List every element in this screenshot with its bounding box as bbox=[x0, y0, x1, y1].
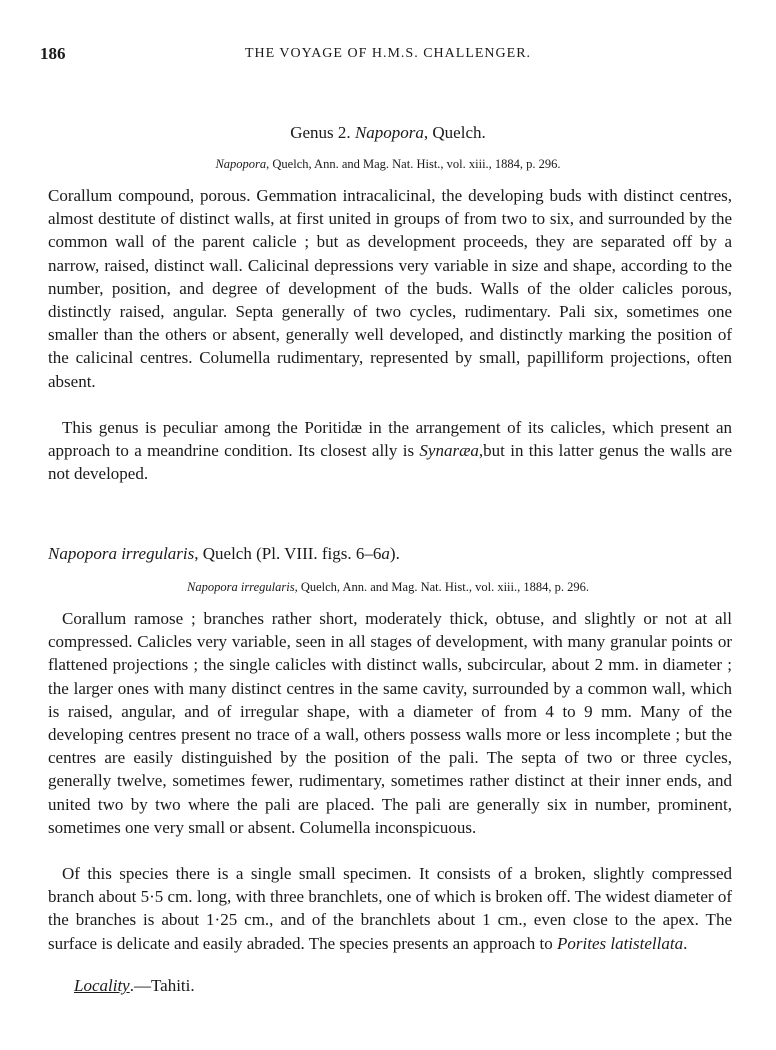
species-name: Napopora irregularis bbox=[48, 544, 195, 563]
species-authority: , Quelch (Pl. VIII. figs. 6–6 bbox=[194, 544, 382, 563]
locality-label: Locality bbox=[74, 976, 130, 995]
genus-remark-text: This genus is peculiar among the Poritidæ in the arrangement of its calicles, which present an approach to a meandrine condition. Its closest ally is bbox=[48, 418, 732, 461]
genus-remark-end: ,but in this latter genus the walls are not developed. bbox=[48, 441, 733, 484]
specimen-paragraph bbox=[48, 862, 732, 955]
species-heading bbox=[48, 544, 400, 564]
genus-reference-name: Napopora bbox=[215, 157, 267, 171]
genus-authority: , Quelch. bbox=[423, 123, 486, 142]
genus-description: Corallum compound, porous. Gemmation intracalicinal, the developing buds with distinct centres, almost destitute of distinct walls, at first united in groups of from two to six, and surrounded by the common wall of the parent calicle ; but as development proceeds, they are separated off by a narrow, raised, distinct wall. Calicinal depressions very variable in size and shape, according to the number, position, and degree of development of the buds. Walls of the older calicles porous, distinctly raised, angular. Septa generally of two cycles, rudimentary. Pali six, sometimes one smaller than the others or absent, generally well developed, and distinctly marking the position of the calicinal centres. Columella rudimentary, represented by small, papilliform projections, often absent. bbox=[48, 186, 732, 391]
species-reference-name: Napopora irregularis bbox=[187, 580, 295, 594]
specimen-related-species: Porites latistellata bbox=[557, 933, 684, 953]
running-head: THE VOYAGE OF H.M.S. CHALLENGER. bbox=[244, 46, 532, 61]
genus-remark bbox=[48, 416, 732, 486]
species-fig-suffix: a bbox=[381, 544, 390, 563]
locality-value: .—Tahiti. bbox=[129, 976, 195, 995]
species-description: Corallum ramose ; branches rather short, moderately thick, obtuse, and slightly or not at all compressed. Calicles very variable, seen in all stages of development, with many granular points or flattened projections ; the single calicles with distinct walls, subcircular, about 2 mm. in diameter ; the larger ones with many distinct centres in the same cavity, surrounded by a common wall, which is raised, angular, and of irregular shape, with a diameter of from 4 to 9 mm. Many of the developing centres present no trace of a wall, others possess walls more or less incomplete ; but the centres are easily distinguished by the position of the pali. The septa of two or three cycles, generally twelve, sometimes fewer, rudimentary, sometimes rather distinct at their inner ends, and united two by two where the pali are placed. The pali are generally six in number, prominent, sometimes one very small or absent. Columella inconspicuous. bbox=[48, 609, 732, 837]
genus-reference bbox=[0, 157, 776, 172]
genus-name: Napopora bbox=[354, 123, 424, 142]
specimen-text: Of this species there is a single small specimen. It consists of a broken, slightly compressed branch about 5·5 cm. long, with three branchlets, one of which is broken off. The widest diameter of the branches is about 1·25 cm., and of the branchlets about 1 cm., even close to the apex. The surface is delicate and easily abraded. The species presents an approach to bbox=[48, 864, 732, 953]
genus-remark-ally: Synaræa bbox=[419, 441, 479, 461]
page-number: 186 bbox=[40, 44, 66, 63]
locality-line bbox=[74, 976, 195, 996]
species-reference bbox=[0, 580, 776, 595]
page-header bbox=[0, 44, 776, 68]
genus-heading bbox=[0, 123, 776, 143]
genus-prefix: Genus 2. bbox=[290, 123, 355, 142]
species-heading-close: ). bbox=[389, 544, 400, 563]
genus-reference-citation: , Quelch, Ann. and Mag. Nat. Hist., vol. xiii., 1884, p. 296. bbox=[266, 157, 561, 171]
species-reference-citation: , Quelch, Ann. and Mag. Nat. Hist., vol. xiii., 1884, p. 296. bbox=[294, 580, 589, 594]
specimen-end: . bbox=[683, 933, 688, 953]
